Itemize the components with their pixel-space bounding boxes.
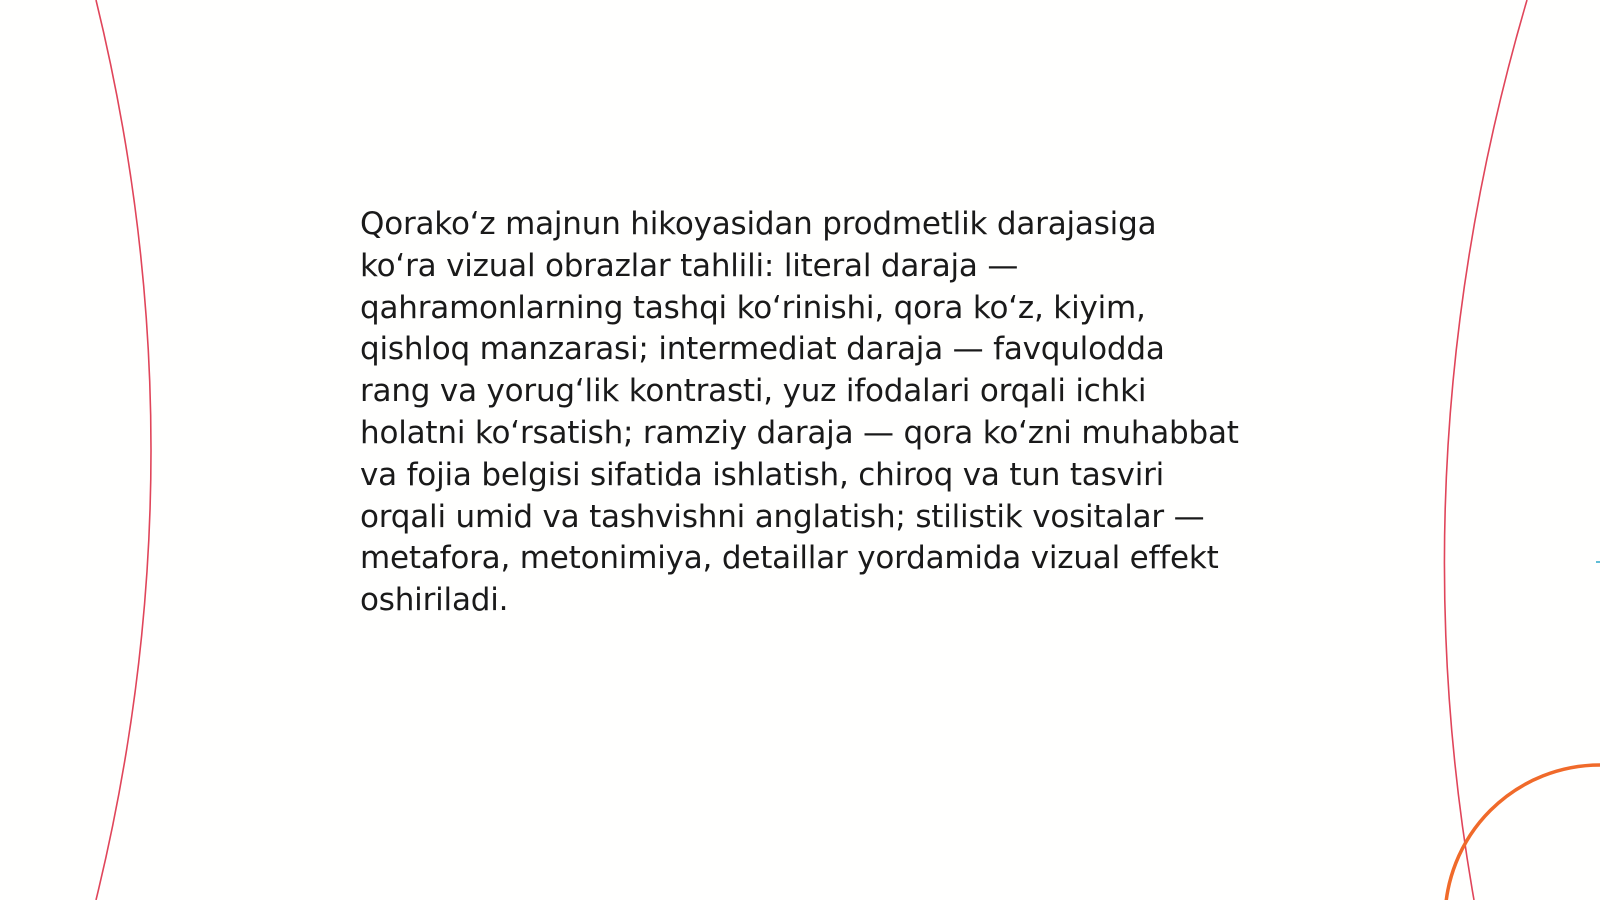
left-arc-decoration xyxy=(96,0,151,900)
orange-circle-decoration xyxy=(1445,765,1600,900)
slide-body-text: Qorakoʻz majnun hikoyasidan prodmetlik darajasiga koʻra vizual obrazlar tahlili: literal daraja — qahramonlarning tashqi koʻrinishi, qora koʻz, kiyim, qishloq manzarasi; intermediat daraja — favqulodda rang va yorugʻlik kontrasti, yuz ifodalari orqali ichki holatni koʻrsatish; ramziy daraja — qora koʻzni muhabbat va fojia belgisi sifatida ishlatish, chiroq va tun tasviri orqali umid va tashvishni anglatish; stilistik vositalar — metafora, metonimiya, detaillar yordamida vizual effekt oshiriladi. xyxy=(360,206,1239,619)
right-arc-decoration xyxy=(1444,0,1527,900)
